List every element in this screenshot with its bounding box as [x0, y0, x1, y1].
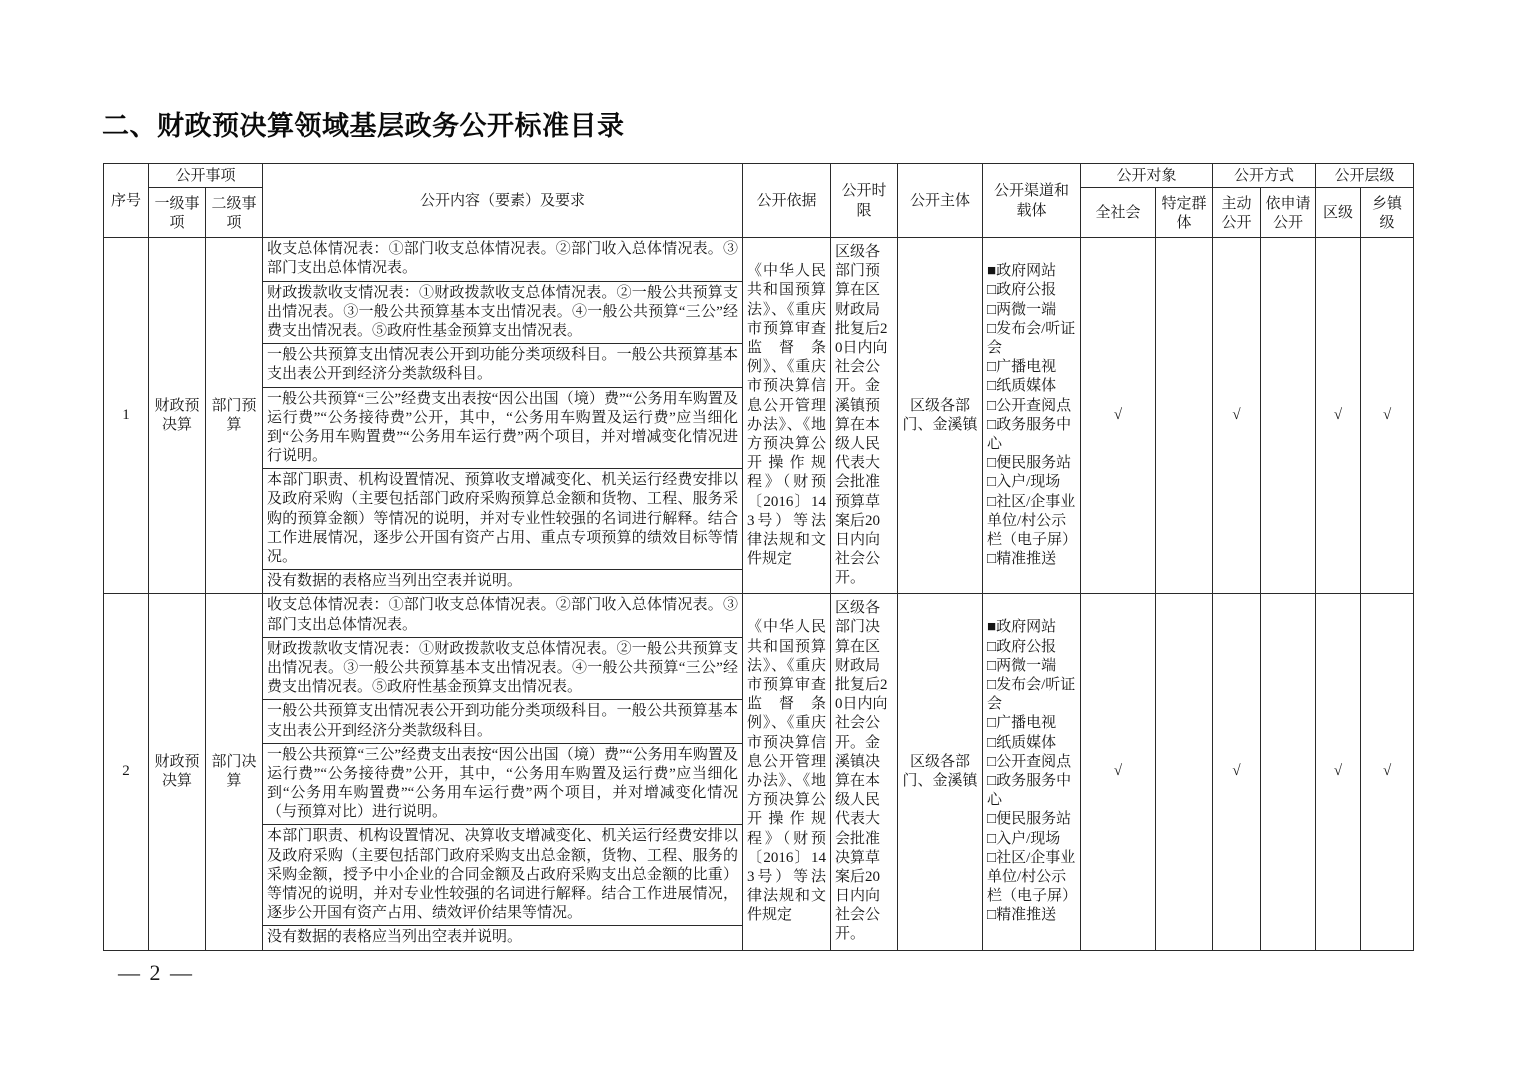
- basis-cell: 《中华人民共和国预算法》、《重庆市预算审查监督条例》、《重庆市预决算信息公开管理办法》、《地方预决算公开操作规程》（财预〔2016〕143号）等法律法规和文件规定: [743, 594, 831, 950]
- header-targets: 公开对象: [1081, 164, 1213, 188]
- channel-item-precise-push: □精准推送: [987, 551, 1057, 568]
- basis-cell: 《中华人民共和国预算法》、《重庆市预算审查监督条例》、《重庆市预决算信息公开管理办法》、《地方预决算公开操作规程》（财预〔2016〕143号）等法律法规和文件规定: [743, 238, 831, 594]
- level1-cell: 财政预决算: [149, 238, 206, 594]
- channel-item-press-hearing: □发布会/听证会: [987, 320, 1076, 357]
- content-item-cell: 本部门职责、机构设置情况、决算收支增减变化、机关运行经费安排以及政府采购（主要包括部门政府采购支出总金额，货物、工程、服务的采购金额，授予中小企业的合同金额及占政府采购支出总金额的比重）等情况的说明，并对专业性较强的名词进行解释。结合工作进展情况，逐步公开国有资产占用、绩效评价结果等情况。: [263, 825, 743, 926]
- channel-item-service-center: □政务服务中心: [987, 416, 1072, 452]
- check-on-request-cell: [1261, 594, 1316, 950]
- time-limit-cell: 区级各部门决算在区财政局批复后20日内向社会公开。金溪镇决算在本级人民代表大会批准决算草案后20日内向社会公开。: [831, 594, 898, 950]
- serial-cell: 2: [104, 594, 149, 950]
- content-item-cell: 收支总体情况表：①部门收支总体情况表。②部门收入总体情况表。③部门支出总体情况表。: [263, 238, 743, 281]
- content-item-cell: 没有数据的表格应当列出空表并说明。: [263, 926, 743, 950]
- channel-item-government-gazette: □政府公报: [987, 638, 1057, 655]
- header-level-township: 乡镇级: [1361, 188, 1414, 238]
- check-district-level-cell: √: [1316, 594, 1361, 950]
- channel-item-government-gazette: □政府公报: [987, 282, 1057, 299]
- check-township-level-cell: √: [1361, 238, 1414, 594]
- channel-item-press-hearing: □发布会/听证会: [987, 677, 1076, 713]
- channel-item-government-website: ■政府网站: [987, 619, 1057, 636]
- table-row: [104, 238, 1414, 281]
- table-row: [104, 594, 1414, 637]
- header-time-limit: 公开时限: [831, 164, 898, 238]
- header-target-all: 全社会: [1081, 188, 1156, 238]
- content-item-cell: 收支总体情况表：①部门收支总体情况表。②部门收入总体情况表。③部门支出总体情况表。: [263, 594, 743, 637]
- header-subject: 公开主体: [898, 164, 983, 238]
- header-level-district: 区级: [1316, 188, 1361, 238]
- footer-page-number: — 2 —: [118, 960, 194, 985]
- header-serial: 序号: [104, 164, 149, 238]
- level1-cell: 财政预决算: [149, 594, 206, 950]
- channel-item-paper-media: □纸质媒体: [987, 378, 1057, 395]
- content-item-cell: 财政拨款收支情况表：①财政拨款收支总体情况表。②一般公共预算支出情况表。③一般公共预算基本支出情况表。④一般公共预算“三公”经费支出情况表。⑤政府性基金预算支出情况表。: [263, 281, 743, 344]
- subject-cell: 区级各部门、金溪镇: [898, 594, 983, 950]
- check-active-disclosure-cell: √: [1213, 238, 1261, 594]
- channel-item-door-to-door: □入户/现场: [987, 474, 1061, 491]
- header-methods: 公开方式: [1213, 164, 1316, 188]
- header-level2-item: 二级事项: [206, 188, 263, 238]
- channel-item-government-website: ■政府网站: [987, 263, 1057, 280]
- content-item-cell: 财政拨款收支情况表：①财政拨款收支总体情况表。②一般公共预算支出情况表。③一般公共预算基本支出情况表。④一般公共预算“三公”经费支出情况表。⑤政府性基金预算支出情况表。: [263, 637, 743, 700]
- channel-item-weibo-wechat-app: □两微一端: [987, 301, 1057, 318]
- channel-item-radio-tv: □广播电视: [987, 715, 1057, 732]
- channel-item-public-reading-point: □公开查阅点: [987, 397, 1072, 414]
- header-method-request: 依申请公开: [1261, 188, 1316, 238]
- check-district-level-cell: √: [1316, 238, 1361, 594]
- channel-item-weibo-wechat-app: □两微一端: [987, 657, 1057, 674]
- channel-item-paper-media: □纸质媒体: [987, 734, 1057, 751]
- content-item-cell: 一般公共预算“三公”经费支出表按“因公出国（境）费”“公务用车购置及运行费”“公务接待费”公开，其中，“公务用车购置及运行费”应当细化到“公务用车购置费”“公务用车运行费”两个项目，并对增减变化情况进行说明。: [263, 387, 743, 469]
- check-specific-group-cell: [1156, 594, 1213, 950]
- content-item-cell: 一般公共预算支出情况表公开到功能分类项级科目。一般公共预算基本支出表公开到经济分类款级科目。: [263, 344, 743, 387]
- header-channels: 公开渠道和载体: [983, 164, 1081, 238]
- content-item-cell: 一般公共预算“三公”经费支出表按“因公出国（境）费”“公务用车购置及运行费”“公务接待费”公开，其中，“公务用车购置及运行费”应当细化到“公务用车购置费”“公务用车运行费”两个项目，并对增减变化情况（与预算对比）进行说明。: [263, 743, 743, 825]
- content-item-cell: 一般公共预算支出情况表公开到功能分类项级科目。一般公共预算基本支出表公开到经济分类款级科目。: [263, 700, 743, 743]
- channel-item-convenience-station: □便民服务站: [987, 455, 1072, 472]
- content-item-cell: 本部门职责、机构设置情况、预算收支增减变化、机关运行经费安排以及政府采购（主要包括部门政府采购预算总金额和货物、工程、服务采购的预算金额）等情况的说明，并对专业性较强的名词进行解释。结合工作进展情况，逐步公开国有资产占用、重点专项预算的绩效目标等情况。: [263, 469, 743, 570]
- check-active-disclosure-cell: √: [1213, 594, 1261, 950]
- channels-cell: [983, 238, 1081, 594]
- channel-item-radio-tv: □广播电视: [987, 359, 1057, 376]
- check-township-level-cell: √: [1361, 594, 1414, 950]
- serial-cell: 1: [104, 238, 149, 594]
- header-levels: 公开层级: [1316, 164, 1414, 188]
- level2-cell: 部门预算: [206, 238, 263, 594]
- channel-item-door-to-door: □入户/现场: [987, 830, 1061, 847]
- check-on-request-cell: [1261, 238, 1316, 594]
- subject-cell: 区级各部门、金溪镇: [898, 238, 983, 594]
- level2-cell: 部门决算: [206, 594, 263, 950]
- disclosure-standards-table: [103, 163, 1414, 951]
- channel-item-public-reading-point: □公开查阅点: [987, 753, 1072, 770]
- channel-item-precise-push: □精准推送: [987, 907, 1057, 924]
- content-item-cell: 没有数据的表格应当列出空表并说明。: [263, 570, 743, 594]
- channel-item-convenience-station: □便民服务站: [987, 811, 1072, 828]
- header-target-specific: 特定群体: [1156, 188, 1213, 238]
- check-specific-group-cell: [1156, 238, 1213, 594]
- header-row-top: [104, 164, 1414, 188]
- channel-item-community-board: □社区/企事业单位/村公示栏（电子屏）: [987, 493, 1078, 548]
- page-title: 二、财政预决算领域基层政务公开标准目录: [102, 111, 625, 141]
- channel-item-service-center: □政务服务中心: [987, 772, 1072, 809]
- header-content: 公开内容（要素）及要求: [263, 164, 743, 238]
- time-limit-cell: 区级各部门预算在区财政局批复后20日内向社会公开。金溪镇预算在本级人民代表大会批准预算草案后20日内向社会公开。: [831, 238, 898, 594]
- channels-cell: [983, 594, 1081, 950]
- check-all-society-cell: √: [1081, 238, 1156, 594]
- header-basis: 公开依据: [743, 164, 831, 238]
- header-level1-item: 一级事项: [149, 188, 206, 238]
- channel-item-community-board: □社区/企事业单位/村公示栏（电子屏）: [987, 849, 1078, 905]
- header-disclosure-items: 公开事项: [149, 164, 263, 188]
- check-all-society-cell: √: [1081, 594, 1156, 950]
- header-method-active: 主动公开: [1213, 188, 1261, 238]
